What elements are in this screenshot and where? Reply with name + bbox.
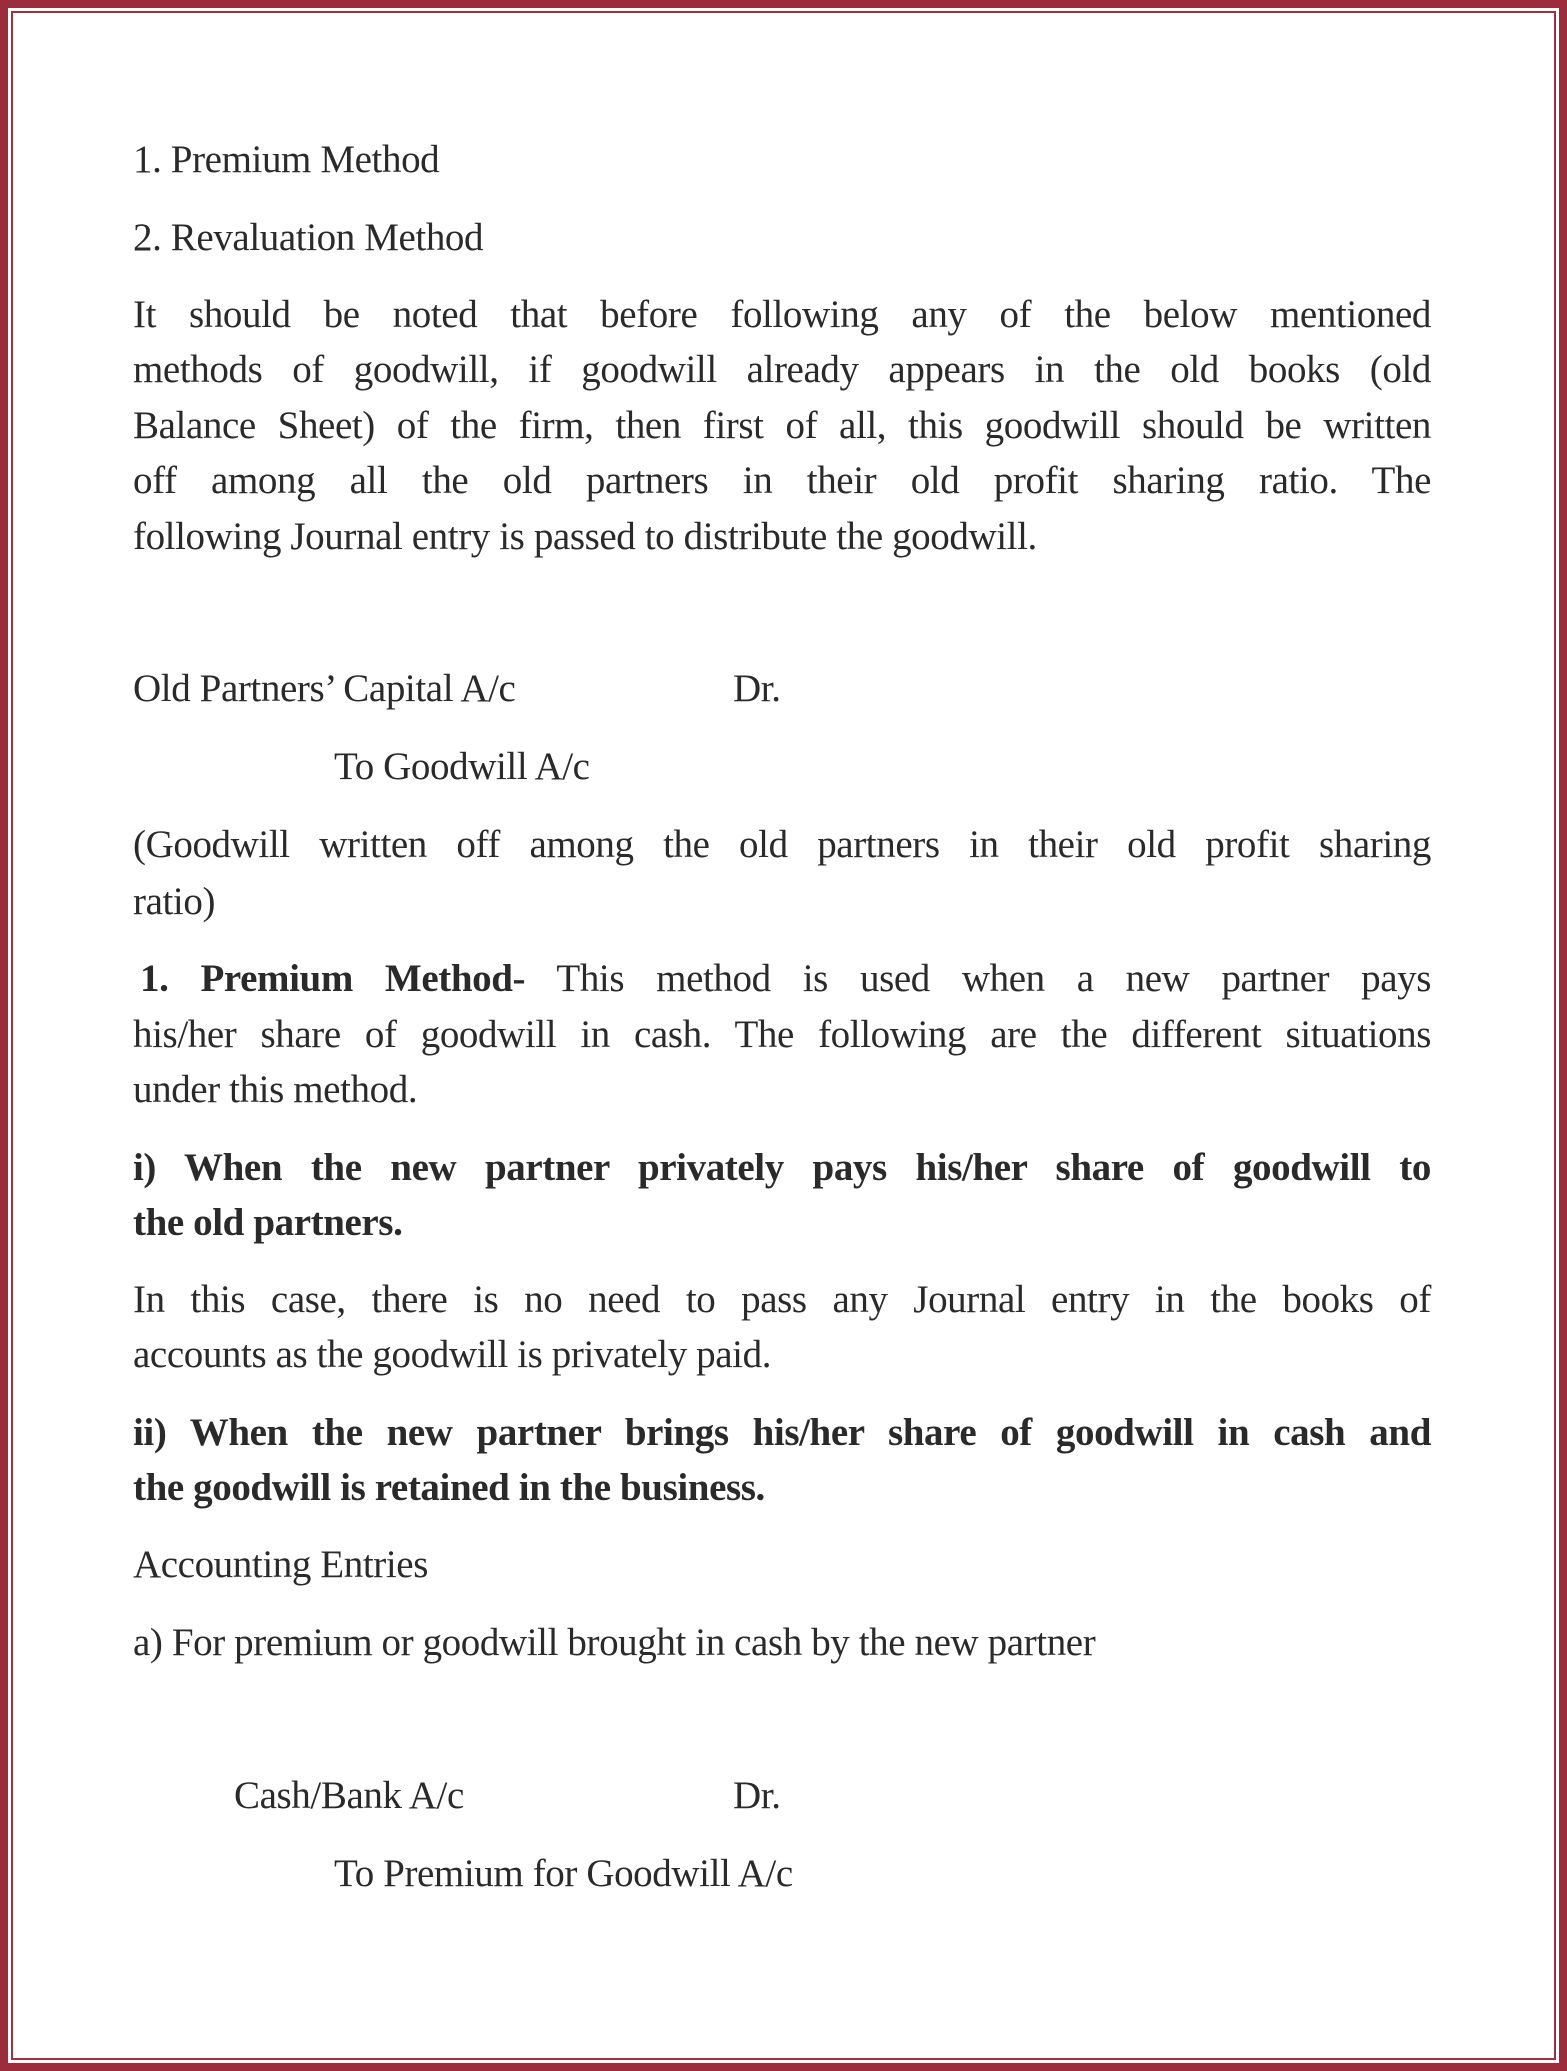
list-item-revaluation: 2. Revaluation Method — [133, 216, 484, 259]
case1-text: In this case, there is no need to pass any Journal entry in the books of — [133, 1278, 1431, 1321]
intro-line: Balance Sheet) of the firm, then first of all, this goodwill should be written — [133, 404, 1431, 447]
case2-heading: the goodwill is retained in the business. — [133, 1466, 765, 1509]
list-item-premium: 1. Premium Method — [133, 138, 440, 181]
accounting-entries-label: Accounting Entries — [133, 1543, 428, 1586]
journal-debit-account: Cash/Bank A/c — [234, 1774, 464, 1817]
journal-narration: ratio) — [133, 880, 216, 923]
case1-heading: the old partners. — [133, 1201, 403, 1244]
sub-case-a: a) For premium or goodwill brought in cash by the new partner — [133, 1621, 1096, 1664]
premium-method-line — [140, 951, 1431, 1007]
journal-narration: (Goodwill written off among the old partners in their old profit sharing — [133, 823, 1431, 866]
intro-line: following Journal entry is passed to distribute the goodwill. — [133, 515, 1037, 558]
journal-dr-label: Dr. — [733, 667, 781, 710]
premium-method-text: under this method. — [133, 1068, 418, 1111]
premium-method-text: This method is used when a new partner pays — [525, 957, 1431, 1000]
journal-credit-account: To Premium for Goodwill A/c — [334, 1852, 793, 1895]
journal-credit-account: To Goodwill A/c — [334, 745, 590, 788]
intro-line: methods of goodwill, if goodwill already appears in the old books (old — [133, 348, 1431, 391]
premium-method-text: his/her share of goodwill in cash. The following are the different situations — [133, 1013, 1431, 1056]
intro-line: off among all the old partners in their old profit sharing ratio. The — [133, 459, 1431, 502]
journal-dr-label: Dr. — [733, 1774, 781, 1817]
case1-heading: i) When the new partner privately pays his/her share of goodwill to — [133, 1146, 1431, 1189]
journal-debit-account: Old Partners’ Capital A/c — [133, 667, 516, 710]
premium-method-heading: 1. Premium Method- — [140, 957, 526, 1000]
intro-line: It should be noted that before following any of the below mentioned — [133, 293, 1431, 336]
case1-text: accounts as the goodwill is privately paid. — [133, 1333, 772, 1376]
case2-heading: ii) When the new partner brings his/her share of goodwill in cash and — [133, 1411, 1431, 1454]
